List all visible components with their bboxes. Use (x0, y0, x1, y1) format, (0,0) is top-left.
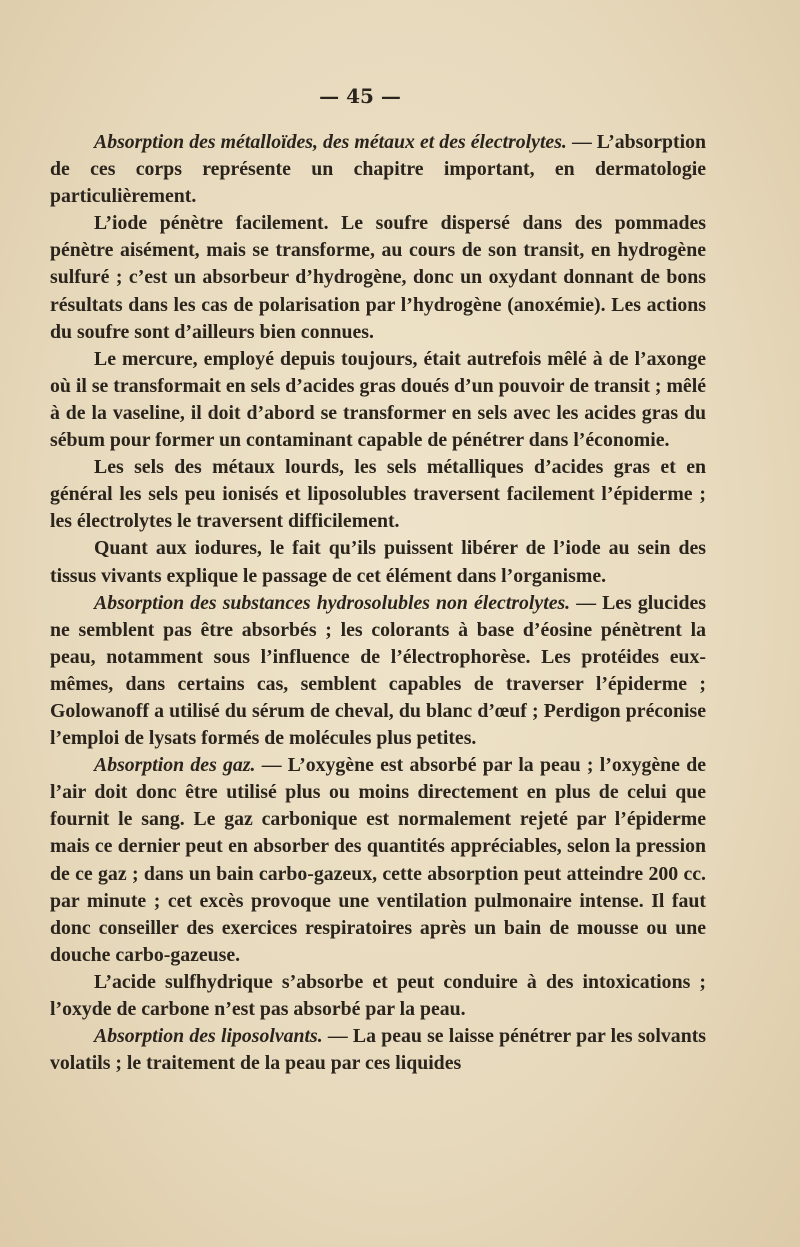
paragraph-text: Le mercure, employé depuis toujours, était autrefois mêlé à de l’axonge où il se transformait en sels d’acides gras doués d’un pouvoir de transit ; mêlé à de la vaseline, il doit d’abord se transformer en sels avec les acides gras du sébum pour former un contaminant capable de pénétrer dans l’économie. (50, 347, 706, 452)
paragraph-text: Les sels des métaux lourds, les sels métalliques d’acides gras et en général les sels peu ionisés et liposolubles traversent facilement l’épiderme ; les électrolytes le traversent difficilement. (50, 456, 706, 533)
paragraph (50, 969, 706, 1023)
paragraph-text: L’acide sulfhydrique s’absorbe et peut conduire à des intoxications ; l’oxyde de carbone n’est pas absorbé par la peau. (50, 970, 706, 1020)
section-heading: Absorption des gaz. (94, 754, 256, 777)
section-heading: Absorption des liposolvants. (94, 1025, 323, 1048)
paragraph (50, 752, 706, 969)
paragraph (50, 535, 706, 589)
paragraph-text: L’iode pénètre facilement. Le soufre dispersé dans des pommades pénètre aisément, mais se transforme, au cours de son transit, en hydrogène sulfuré ; c’est un absorbeur d’hydrogène, donc un oxydant donnant de bons résultats dans les cas de polarisation par l’hydrogène (anoxémie). Les actions du soufre sont d’ailleurs bien connues. (50, 212, 706, 343)
paragraph-text: — Les glucides ne semblent pas être absorbés ; les colorants à base d’éosine pénètrent la peau, notamment sous l’influence de l’électrophorèse. Les protéides eux-mêmes, dans certains cas, semblent capables de traverser l’épiderme ; Golowanoff a utilisé du sérum de cheval, du blanc d’œuf ; Perdigon préconise l’emploi de lysats formés de molécules plus petites. (50, 591, 706, 750)
section-heading: Absorption des métalloïdes, des métaux et des électrolytes. (94, 131, 567, 153)
paragraph (50, 210, 706, 345)
section-heading: Absorption des substances hydrosolubles non électrolytes. (94, 591, 571, 614)
paragraph (50, 129, 706, 210)
paragraph-text: — L’oxygène est absorbé par la peau ; l’oxygène de l’air doit donc être utilisé plus ou moins directement en plus de celui que fournit le sang. Le gaz carbonique est normalement rejeté par l’épiderme mais ce dernier peut en absorber des quantités appréciables, selon la pression de ce gaz ; dans un bain carbo-gazeux, cette absorption peut atteindre 200 cc. par minute ; cet excès provoque une ventilation pulmonaire intense. Il faut donc conseiller des exercices respiratoires après un bain de mousse ou une douche carbo-gazeuse. (50, 754, 706, 966)
paragraph-text: — La peau se laisse pénétrer par les solvants volatils ; le traitement de la peau par ces liquides (50, 1025, 706, 1075)
paragraph (50, 590, 706, 753)
paragraph (50, 346, 706, 454)
paragraph (50, 1023, 706, 1077)
paragraph-text: Quant aux iodures, le fait qu’ils puissent libérer de l’iode au sein des tissus vivants explique le passage de cet élément dans l’organisme. (50, 537, 706, 587)
paragraph (50, 454, 706, 535)
paragraph-text: — L’absorption de ces corps représente un chapitre important, en dermatologie particulièrement. (50, 131, 707, 208)
page-number: — 45 — (319, 84, 401, 108)
body-text (50, 129, 706, 1077)
